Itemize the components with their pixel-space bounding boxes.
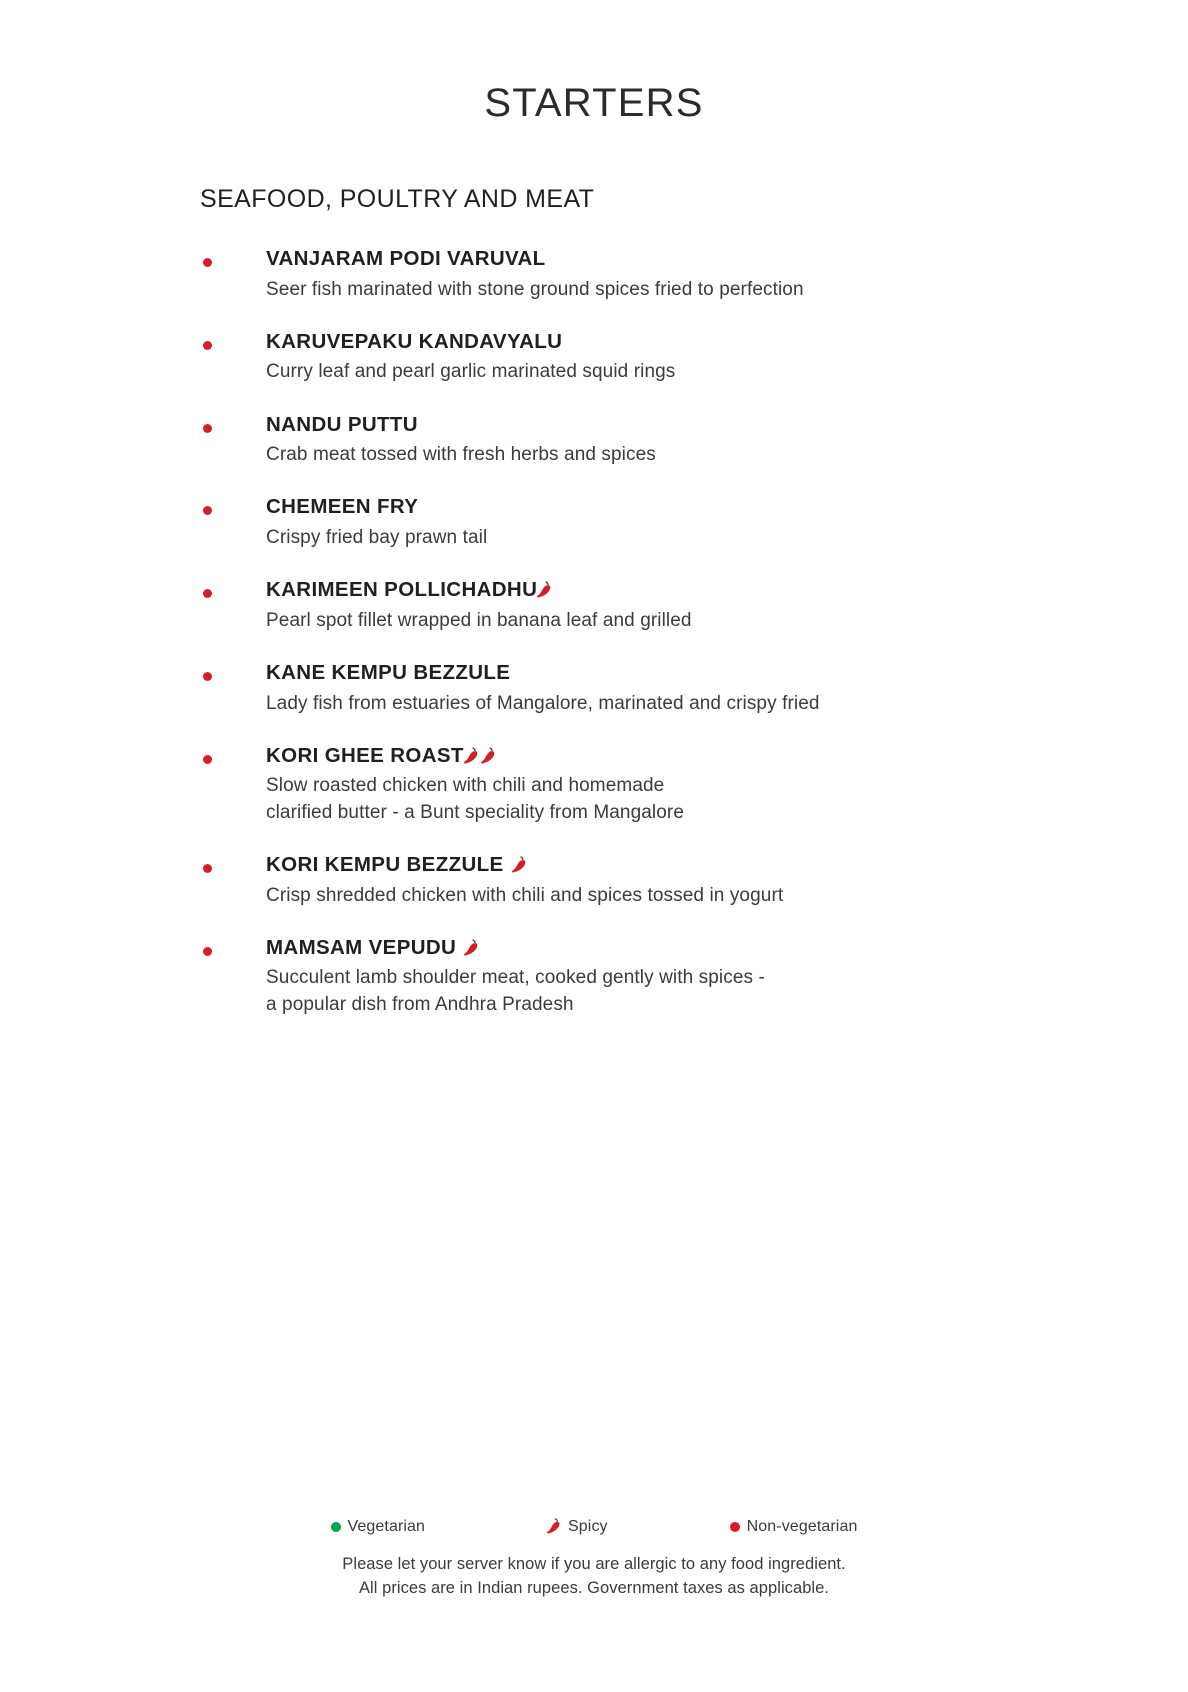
spice-level-indicator bbox=[464, 939, 480, 958]
legend-entry bbox=[547, 1518, 608, 1536]
menu-item bbox=[200, 853, 1188, 909]
menu-item-name: KARUVEPAKU KANDAVYALU bbox=[266, 329, 563, 353]
footer bbox=[0, 1518, 1188, 1600]
menu-item-title-row bbox=[266, 661, 1188, 686]
menu-item-description: Crab meat tossed with fresh herbs and spices bbox=[266, 444, 656, 466]
legend-entry bbox=[730, 1518, 858, 1536]
non-vegetarian-dot-icon bbox=[203, 864, 212, 873]
menu-item-title-row bbox=[266, 413, 1188, 438]
menu-item-name: KARIMEEN POLLICHADHU bbox=[266, 578, 538, 602]
legend-label: Vegetarian bbox=[347, 1518, 426, 1536]
menu-item bbox=[200, 578, 1188, 634]
non-vegetarian-dot-icon bbox=[203, 258, 212, 267]
page-title: STARTERS bbox=[484, 81, 704, 125]
menu-item bbox=[200, 744, 1188, 826]
non-vegetarian-dot-icon bbox=[203, 947, 212, 956]
menu-item-description: Succulent lamb shoulder meat, cooked gently with spices - a popular dish from Andhra Pradesh bbox=[266, 967, 765, 1015]
chili-icon bbox=[464, 939, 480, 958]
menu-item-description: Curry leaf and pearl garlic marinated squid rings bbox=[266, 361, 676, 383]
disclaimer bbox=[0, 1553, 1188, 1600]
menu-item-name: KORI KEMPU BEZZULE bbox=[266, 852, 504, 876]
menu-item-name: MAMSAM VEPUDU bbox=[266, 935, 457, 959]
legend bbox=[0, 1518, 1188, 1536]
chili-icon bbox=[481, 747, 497, 766]
menu-item-title-row bbox=[266, 578, 1188, 603]
menu-item-description: Crisp shredded chicken with chili and spices tossed in yogurt bbox=[266, 884, 784, 906]
menu-item-name: KANE KEMPU BEZZULE bbox=[266, 661, 511, 685]
menu-item bbox=[200, 247, 1188, 303]
menu-item-title-row bbox=[266, 936, 1188, 961]
legend-label: Spicy bbox=[568, 1518, 608, 1536]
menu-item-title-row bbox=[266, 330, 1188, 355]
menu-item-name: VANJARAM PODI VARUVAL bbox=[266, 247, 546, 270]
chili-icon bbox=[547, 1518, 562, 1536]
menu-item bbox=[200, 936, 1188, 1018]
green-dot-icon bbox=[331, 1522, 341, 1532]
legend-entry bbox=[331, 1518, 426, 1536]
chili-icon bbox=[537, 581, 553, 600]
menu-item bbox=[200, 495, 1188, 551]
chili-icon bbox=[512, 856, 528, 875]
disclaimer-line-1: Please let your server know if you are allergic to any food ingredient. bbox=[342, 1555, 846, 1574]
menu-item-name: CHEMEEN FRY bbox=[266, 495, 419, 519]
spice-level-indicator bbox=[537, 581, 553, 600]
menu-item-description: Slow roasted chicken with chili and homemade clarified butter - a Bunt speciality from Mangalore bbox=[266, 775, 685, 823]
menu-item-name: NANDU PUTTU bbox=[266, 412, 418, 436]
menu-item-title-row bbox=[266, 247, 1188, 272]
non-vegetarian-dot-icon bbox=[203, 672, 212, 681]
legend-label: Non-vegetarian bbox=[746, 1518, 858, 1536]
menu-item-description: Pearl spot fillet wrapped in banana leaf and grilled bbox=[266, 609, 692, 631]
chili-icon bbox=[464, 747, 480, 766]
red-dot-icon bbox=[730, 1522, 740, 1532]
menu-item bbox=[200, 661, 1188, 717]
menu-item-title-row bbox=[266, 744, 1188, 769]
menu-item-list bbox=[200, 247, 1188, 1018]
menu-item-title-row bbox=[266, 495, 1188, 520]
disclaimer-line-2: All prices are in Indian rupees. Government taxes as applicable. bbox=[358, 1578, 830, 1597]
menu-item-description: Lady fish from estuaries of Mangalore, marinated and crispy fried bbox=[266, 692, 820, 714]
spice-level-indicator bbox=[464, 747, 497, 766]
non-vegetarian-dot-icon bbox=[203, 341, 212, 350]
menu-item bbox=[200, 413, 1188, 469]
menu-item-name: KORI GHEE ROAST bbox=[266, 743, 464, 767]
section-heading: SEAFOOD, POULTRY AND MEAT bbox=[200, 185, 595, 213]
non-vegetarian-dot-icon bbox=[203, 506, 212, 515]
non-vegetarian-dot-icon bbox=[203, 424, 212, 433]
menu-item-description: Crispy fried bay prawn tail bbox=[266, 527, 488, 549]
menu-item-description: Seer fish marinated with stone ground spices fried to perfection bbox=[266, 278, 804, 300]
spice-level-indicator bbox=[512, 856, 528, 875]
non-vegetarian-dot-icon bbox=[203, 755, 212, 764]
non-vegetarian-dot-icon bbox=[203, 589, 212, 598]
menu-item bbox=[200, 330, 1188, 386]
menu-item-title-row bbox=[266, 853, 1188, 878]
